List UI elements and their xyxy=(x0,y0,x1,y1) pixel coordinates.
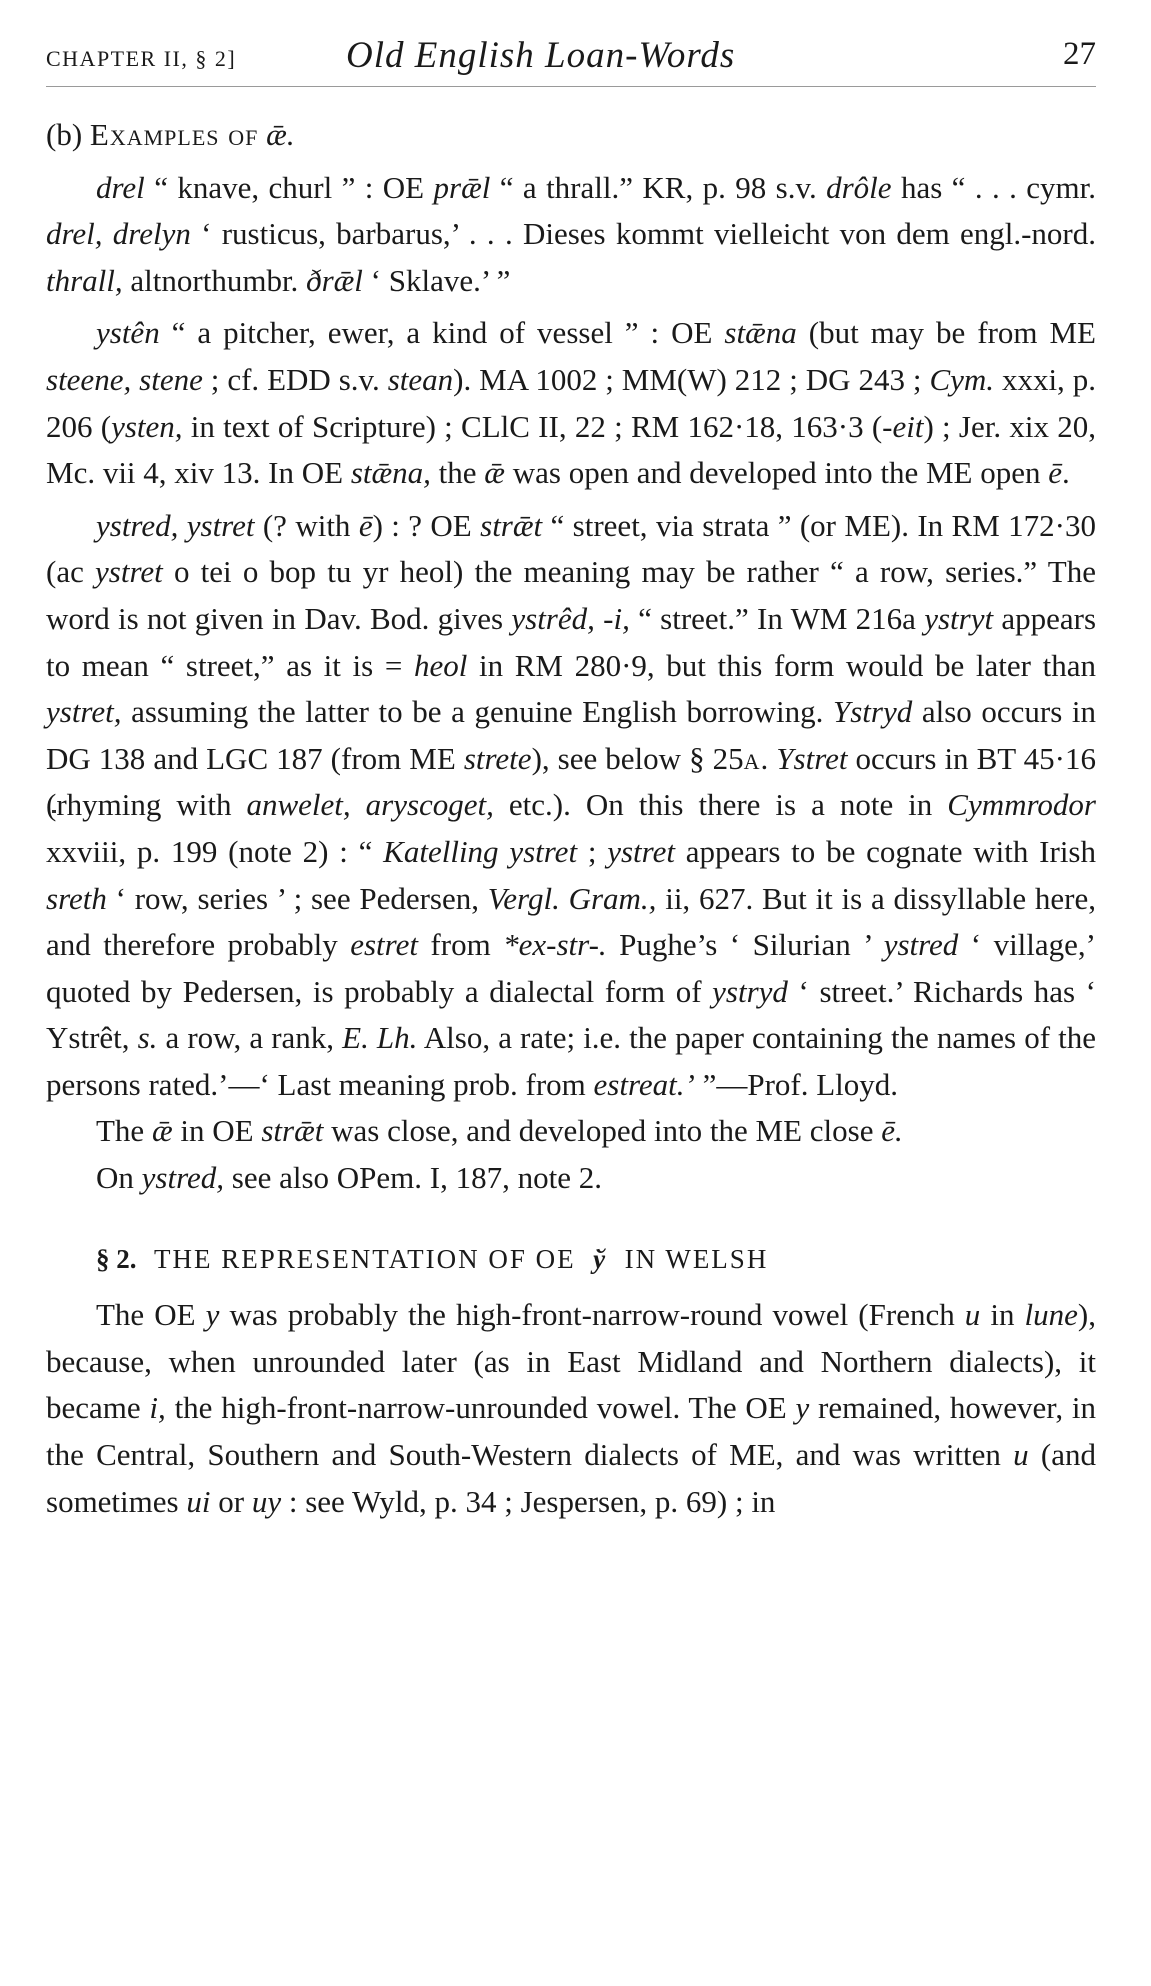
section-b-heading-text: Examples of xyxy=(89,117,259,152)
section-b-heading xyxy=(46,112,1096,159)
page-number: 27 xyxy=(1063,36,1096,72)
section-2-paragraph: The OE y was probably the high-front-narrow-round vowel (French u in lune), because, when unrounded later (as in East Midland and Northern dialects), it became i, the high-front-narrow-unrounded vowel. The OE y remained, however, in the Central, Southern and South-Western dialects of ME, and was written u (and sometimes ui or uy : see Wyld, p. 34 ; Jespersen, p. 69) ; in xyxy=(46,1297,1096,1519)
section-title: THE REPRESENTATION OF OE xyxy=(154,1243,576,1274)
section-b-symbol: ǣ. xyxy=(266,117,295,152)
section-symbol: ў xyxy=(593,1243,608,1274)
section-2-heading xyxy=(96,1236,1096,1283)
section-number: § 2. xyxy=(96,1243,137,1274)
headword: ystred, ystret xyxy=(96,507,255,543)
close-note-line-1: The ǣ in OE strǣt was close, and developed into the ME close ē. xyxy=(96,1113,903,1149)
headword: drel xyxy=(96,169,145,205)
section-title-end: IN WELSH xyxy=(624,1243,769,1274)
headword: ystên xyxy=(96,315,160,351)
close-note-line-2: On ystred, see also OPem. I, 187, note 2. xyxy=(96,1160,602,1196)
running-title: Old English Loan-Words xyxy=(346,35,736,76)
chapter-reference: CHAPTER II, § 2] xyxy=(46,46,237,71)
entry-ysten: ystên “ a pitcher, ewer, a kind of vessel ” : OE stǣna (but may be from ME steene, stene ; cf. EDD s.v. stean). MA 1002 ; MM(W) 212 ; DG 243 ; Cym. xxxi, p. 206 (ysten, in text of Scripture) ; CLlC II, 22 ; RM 162·18, 163·3 (-eit) ; Jer. xix 20, Mc. vii 4, xiv 13. In OE stǣna, the ǣ was open and developed into the ME open ē. xyxy=(46,315,1096,491)
running-head xyxy=(46,30,1096,87)
entry-drel: drel “ knave, churl ” : OE prǣl “ a thrall.” KR, p. 98 s.v. drôle has “ . . . cymr. drel, drelyn ‘ rusticus, barbarus,’ . . . Dieses kommt vielleicht von dem engl.-nord. thrall, altnorthumbr. ðrǣl ‘ Sklave.’ ” xyxy=(46,169,1096,298)
page-body xyxy=(46,112,1096,1525)
entry-ystred: ystred, ystret (? with ē) : ? OE strǣt “ street, via strata ” (or ME). In RM 172·30 (ac ystret o tei o bop tu yr heol) the meaning may be rather “ a row, series.” The word is not given in Dav. Bod. gives ystrêd, -i, “ street.” In WM 216a ystryt appears to mean “ street,” as it is = heol in RM 280·9, but this form would be later than ystret, assuming the latter to be a genuine English borrowing. Ystryd also occurs in DG 138 and LGC 187 (from ME strete), see below § 25a. Ystret occurs in BT 45·16 (rhyming with anwelet, aryscoget, etc.). On this there is a note in Cymmrodor xxviii, p. 199 (note 2) : “ Katelling ystret ; ystret appears to be cognate with Irish sreth ‘ row, series ’ ; see Pedersen, Vergl. Gram., ii, 627. But it is a dissyllable here, and therefore probably estret from *ex-str-. Pughe’s ‘ Silurian ’ ystred ‘ village,’ quoted by Pedersen, is probably a dialectal form of ystryd ‘ street.’ Richards has ‘ Ystrêt, s. a row, a rank, E. Lh. Also, a rate; i.e. the paper containing the names of the persons rated.’—‘ Last meaning prob. from estreat.’ ”—Prof. Lloyd. xyxy=(46,507,1097,1102)
section-b-label: (b) xyxy=(46,117,83,152)
